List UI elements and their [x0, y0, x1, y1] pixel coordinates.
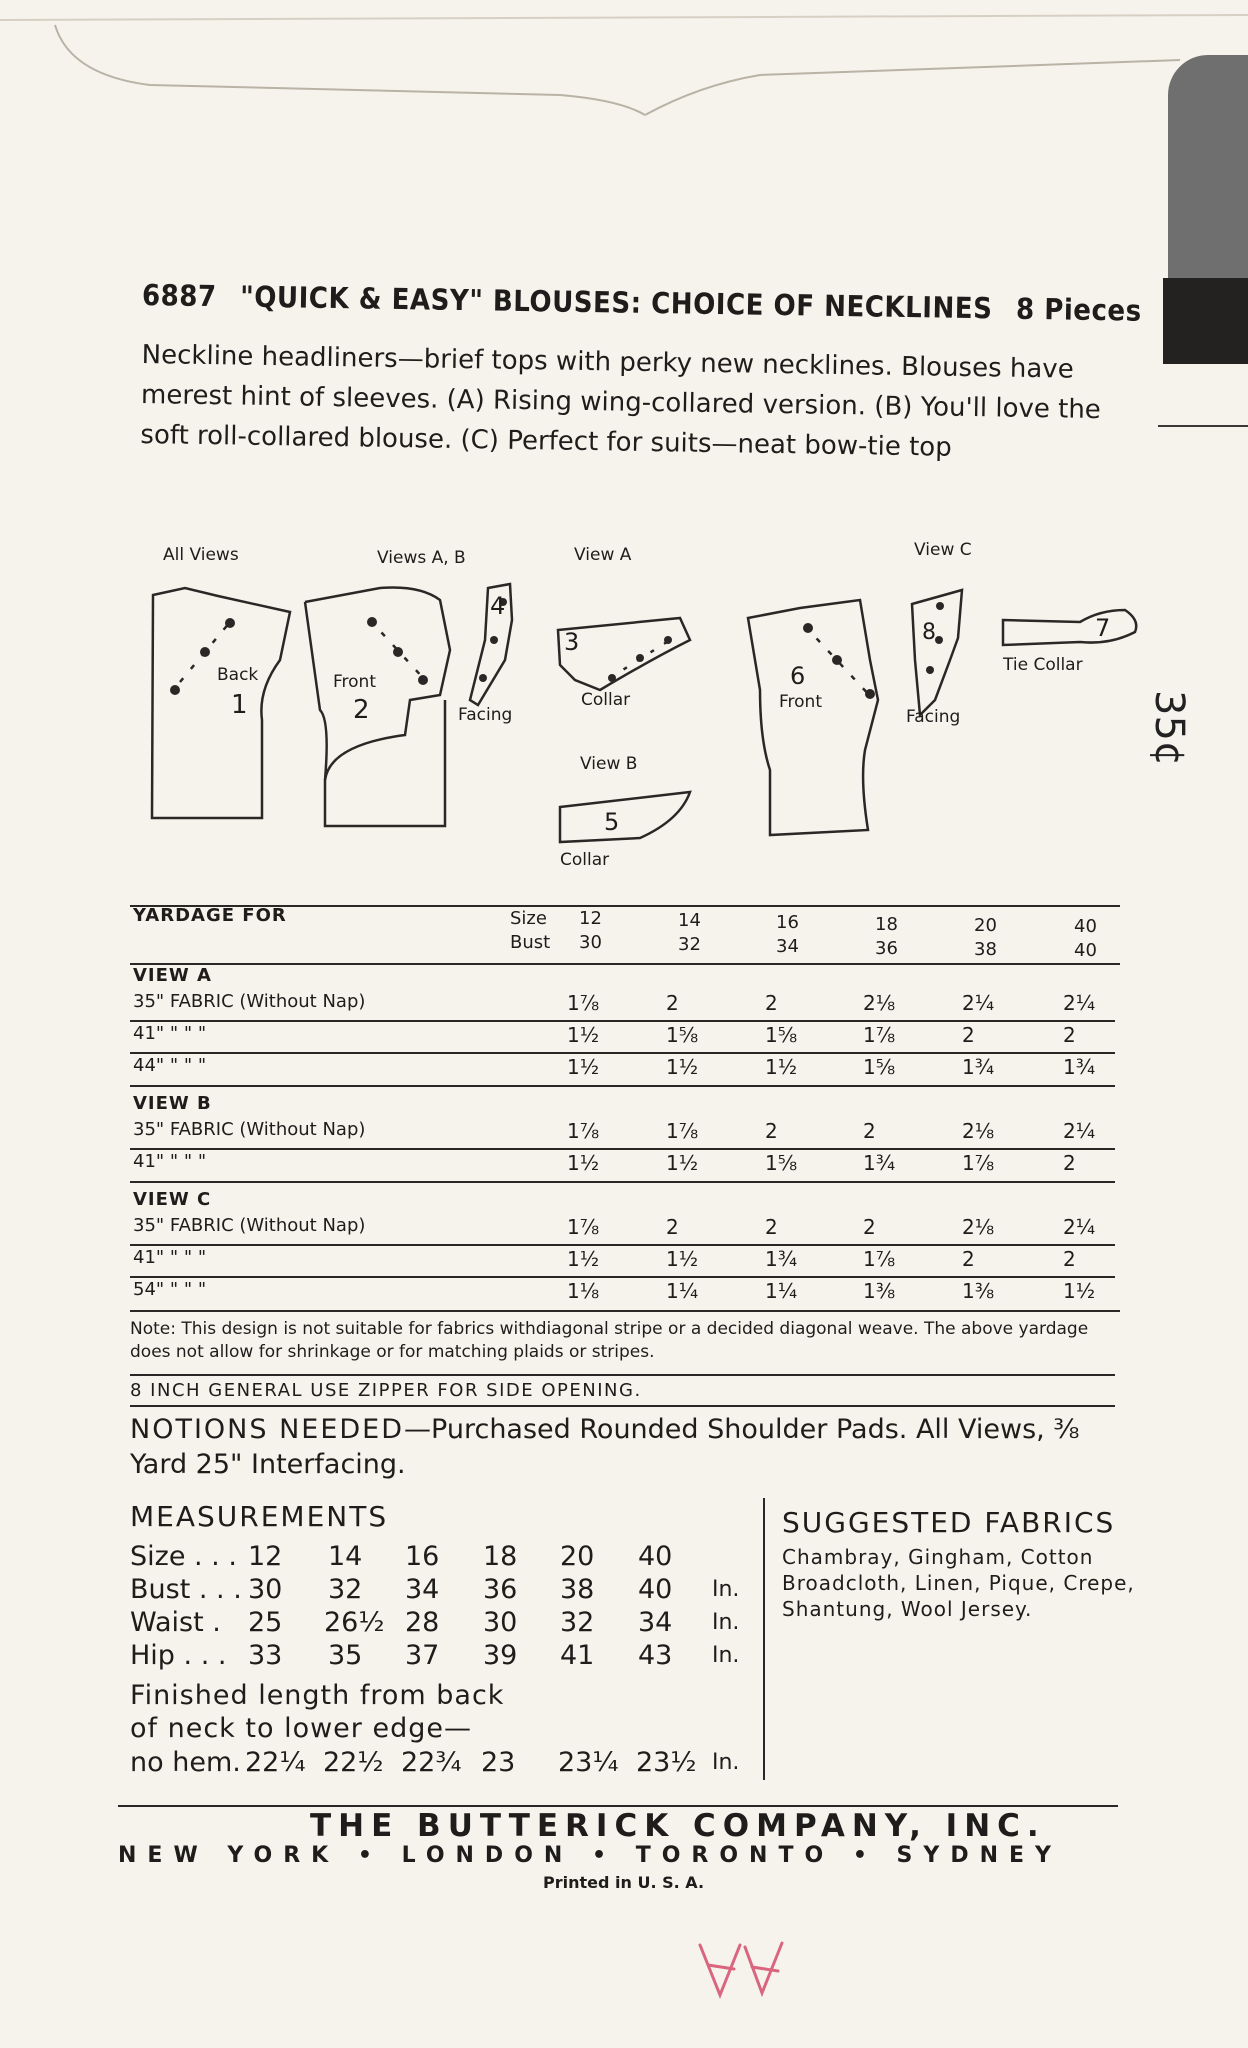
view-a-label: VIEW A: [133, 965, 212, 986]
printed-in: Printed in U. S. A.: [543, 1873, 705, 1892]
label-collar: Collar: [581, 690, 631, 710]
yardage-cell: 1⅝: [666, 1023, 699, 1047]
yardage-cell: 1½: [567, 1023, 600, 1047]
bust-cell: 40: [1074, 940, 1097, 961]
description-line: merest hint of sleeves. (A) Rising wing-collared version. (B) You'll love the: [140, 379, 1102, 426]
label-view-a: View A: [574, 545, 632, 565]
measurement-cell: 23¼: [558, 1747, 619, 1778]
yardage-cell: 2¼: [1063, 991, 1096, 1015]
yardage-cell: 1½: [1063, 1279, 1096, 1303]
yardage-cell: 1⅞: [666, 1119, 699, 1143]
label-view-b: View B: [580, 754, 638, 774]
label-views-ab: Views A, B: [377, 548, 466, 568]
label-facing: Facing: [906, 707, 961, 727]
measurement-unit: In.: [712, 1750, 740, 1775]
measurement-cell: 36: [483, 1574, 518, 1605]
piece-number-3: 3: [564, 628, 580, 656]
yardage-row: [130, 1055, 1120, 1089]
yardage-cell: 2⅛: [962, 1119, 995, 1143]
yardage-cell: 1¼: [765, 1279, 798, 1303]
yardage-cell: 2: [765, 1119, 778, 1143]
measurement-cell: 26½: [324, 1607, 385, 1638]
measurement-label: Size . . .: [130, 1541, 237, 1572]
yardage-cell: 1⅞: [567, 1215, 600, 1239]
yardage-cell: 1⅝: [765, 1023, 798, 1047]
label-view-c: View C: [914, 540, 972, 560]
fabric-width: 41" " " ": [133, 1023, 207, 1044]
measurement-cell: 22½: [323, 1747, 384, 1778]
measurement-cell: 43: [638, 1640, 673, 1671]
size-cell: 16: [776, 912, 799, 933]
notions-needed: [130, 1412, 1120, 1482]
measurement-cell: 39: [483, 1640, 518, 1671]
label-tie-collar: Tie Collar: [1003, 655, 1083, 675]
label-all-views: All Views: [163, 545, 239, 565]
measurement-cell: 37: [405, 1640, 440, 1671]
measurement-cell: 40: [638, 1541, 673, 1572]
size-cell: 20: [974, 915, 997, 936]
measurement-unit: In.: [712, 1643, 740, 1668]
measurement-label: Bust . . .: [130, 1574, 242, 1605]
price-label: 35¢: [1146, 690, 1192, 767]
view-c-label: VIEW C: [133, 1189, 212, 1210]
measurement-cell: 12: [248, 1541, 283, 1572]
suggested-fabrics-heading: SUGGESTED FABRICS: [782, 1506, 1116, 1539]
suggested-fabric-line: Chambray, Gingham, Cotton: [782, 1545, 1094, 1569]
yardage-cell: 1¾: [765, 1247, 798, 1271]
measurements-heading: MEASUREMENTS: [130, 1500, 389, 1533]
yardage-cell: 2: [666, 1215, 679, 1239]
divider: [130, 1405, 1115, 1407]
bust-cell: 38: [974, 939, 997, 960]
fabric-width: 44" " " ": [133, 1055, 207, 1076]
yardage-cell: 2¼: [1063, 1215, 1096, 1239]
front-piece-shape: [305, 588, 450, 827]
piece-number-6: 6: [790, 662, 806, 690]
finished-length-line2: of neck to lower edge—: [130, 1713, 472, 1744]
yardage-cell: 2: [1063, 1247, 1076, 1271]
company-cities: NEW YORK • LONDON • TORONTO • SYDNEY: [118, 1843, 1062, 1868]
measurement-label: no hem.: [130, 1747, 241, 1778]
yardage-cell: 1⅞: [863, 1247, 896, 1271]
front-6-shape: [748, 600, 878, 835]
handwritten-mark: [690, 1925, 800, 2015]
yardage-cell: 2: [765, 1215, 778, 1239]
yardage-cell: 2¼: [962, 991, 995, 1015]
yardage-cell: 2: [666, 991, 679, 1015]
view-b-label: VIEW B: [133, 1093, 212, 1114]
bust-cell: 36: [875, 938, 898, 959]
column-divider: [763, 1498, 765, 1780]
piece-count: 8 Pieces: [1015, 291, 1142, 328]
fabric-width: 35" FABRIC (Without Nap): [133, 991, 366, 1012]
label-front: Front: [333, 672, 376, 692]
measurement-cell: 30: [483, 1607, 518, 1638]
yardage-cell: 1⅝: [765, 1151, 798, 1175]
yardage-cell: 2: [1063, 1023, 1076, 1047]
yardage-row: [130, 1151, 1120, 1185]
label-front: Front: [779, 692, 822, 712]
bust-cell: 32: [678, 934, 701, 955]
description-line: Neckline headliners—brief tops with perky new necklines. Blouses have: [141, 339, 1074, 385]
measurement-label: Waist .: [130, 1607, 221, 1638]
note-line: Note: This design is not suitable for fabrics withdiagonal stripe or a decided diagonal weave. The above yardage: [130, 1319, 1089, 1339]
measurement-cell: 14: [328, 1541, 363, 1572]
piece-number-5: 5: [604, 808, 620, 836]
yardage-cell: 2: [1063, 1151, 1076, 1175]
measurement-cell: 25: [248, 1607, 283, 1638]
suggested-fabric-line: Shantung, Wool Jersey.: [782, 1597, 1033, 1621]
description-line: soft roll-collared blouse. (C) Perfect for suits—neat bow-tie top: [140, 419, 952, 463]
measurement-cell: 16: [405, 1541, 440, 1572]
pattern-number: 6887: [141, 278, 217, 314]
yardage-cell: 2: [765, 991, 778, 1015]
measurement-cell: 22¼: [245, 1747, 306, 1778]
notions-text: Yard 25" Interfacing.: [130, 1449, 406, 1480]
measurement-cell: 23: [481, 1747, 516, 1778]
yardage-cell: 2⅛: [863, 991, 896, 1015]
fabric-width: 35" FABRIC (Without Nap): [133, 1215, 366, 1236]
yardage-cell: 1½: [567, 1055, 600, 1079]
fabric-width: 41" " " ": [133, 1151, 207, 1172]
yardage-cell: 1½: [567, 1151, 600, 1175]
size-cell: 12: [579, 908, 602, 929]
yardage-cell: 2: [863, 1119, 876, 1143]
yardage-cell: 1⅜: [863, 1279, 896, 1303]
piece-number-8: 8: [922, 620, 936, 645]
facing-8-shape: [912, 590, 962, 715]
measurement-cell: 33: [248, 1640, 283, 1671]
measurement-cell: 28: [405, 1607, 440, 1638]
yardage-heading: YARDAGE FOR: [133, 905, 287, 926]
suggested-fabric-line: Broadcloth, Linen, Pique, Crepe,: [782, 1571, 1135, 1595]
measurement-cell: 40: [638, 1574, 673, 1605]
yardage-cell: 1½: [666, 1055, 699, 1079]
footer-rule: [118, 1805, 1118, 1807]
measurement-cell: 20: [560, 1541, 595, 1572]
size-cell: 14: [678, 910, 701, 931]
yardage-cell: 1¾: [1063, 1055, 1096, 1079]
yardage-cell: 1¼: [666, 1279, 699, 1303]
yardage-note: [130, 1318, 1120, 1364]
bust-cell: 30: [579, 932, 602, 953]
label-collar: Collar: [560, 850, 610, 870]
yardage-cell: 1¾: [962, 1055, 995, 1079]
notions-text: —Purchased Rounded Shoulder Pads. All Views, ⅜: [404, 1414, 1080, 1445]
yardage-cell: 1⅝: [863, 1055, 896, 1079]
label-facing: Facing: [458, 705, 513, 725]
back-piece-shape: [152, 588, 290, 818]
piece-number-2: 2: [353, 695, 370, 725]
measurement-cell: 32: [328, 1574, 363, 1605]
zipper-notion: 8 INCH GENERAL USE ZIPPER FOR SIDE OPENING.: [130, 1380, 642, 1401]
divider: [130, 1374, 1115, 1376]
bust-cell: 34: [776, 936, 799, 957]
notions-heading: NOTIONS NEEDED: [130, 1414, 405, 1445]
size-cell: 40: [1074, 916, 1097, 937]
yardage-cell: 2¼: [1063, 1119, 1096, 1143]
measurement-cell: 32: [560, 1607, 595, 1638]
yardage-cell: 1¾: [863, 1151, 896, 1175]
yardage-cell: 1½: [666, 1247, 699, 1271]
tie-collar-shape: [1003, 610, 1136, 645]
company-name: THE BUTTERICK COMPANY, INC.: [310, 1808, 1046, 1844]
yardage-cell: 1⅞: [962, 1151, 995, 1175]
yardage-cell: 2: [962, 1247, 975, 1271]
measurement-cell: 22¾: [401, 1747, 462, 1778]
yardage-cell: 1½: [765, 1055, 798, 1079]
measurement-cell: 35: [328, 1640, 363, 1671]
piece-number-7: 7: [1095, 614, 1111, 642]
pattern-title: "QUICK & EASY" BLOUSES: CHOICE OF NECKLINES: [239, 279, 993, 326]
finished-length-line1: Finished length from back: [130, 1680, 505, 1711]
measurement-cell: 23½: [636, 1747, 697, 1778]
fabric-width: 35" FABRIC (Without Nap): [133, 1119, 366, 1140]
yardage-cell: 1½: [567, 1247, 600, 1271]
measurement-unit: In.: [712, 1577, 740, 1602]
yardage-cell: 1⅞: [567, 1119, 600, 1143]
yardage-cell: 1⅞: [863, 1023, 896, 1047]
measurement-cell: 38: [560, 1574, 595, 1605]
bust-label: Bust: [510, 932, 551, 953]
yardage-cell: 1½: [666, 1151, 699, 1175]
yardage-row: [130, 1279, 1120, 1313]
fabric-width: 54" " " ": [133, 1279, 207, 1300]
size-label: Size: [510, 908, 547, 929]
yardage-cell: 1⅞: [567, 991, 600, 1015]
yardage-cell: 1⅛: [567, 1279, 600, 1303]
measurement-cell: 18: [483, 1541, 518, 1572]
measurement-label: Hip . . .: [130, 1640, 227, 1671]
piece-number-1: 1: [231, 690, 248, 720]
size-cell: 18: [875, 914, 898, 935]
fabric-width: 41" " " ": [133, 1247, 207, 1268]
label-back: Back: [217, 665, 259, 685]
measurement-unit: In.: [712, 1610, 740, 1635]
piece-number-4: 4: [490, 592, 506, 620]
measurement-cell: 41: [560, 1640, 595, 1671]
measurement-cell: 34: [405, 1574, 440, 1605]
yardage-cell: 1⅜: [962, 1279, 995, 1303]
collar-5-shape: [560, 792, 690, 842]
measurement-cell: 34: [638, 1607, 673, 1638]
yardage-cell: 2: [962, 1023, 975, 1047]
note-line: does not allow for shrinkage or for matching plaids or stripes.: [130, 1342, 655, 1362]
yardage-cell: 2: [863, 1215, 876, 1239]
yardage-cell: 2⅛: [962, 1215, 995, 1239]
measurement-cell: 30: [248, 1574, 283, 1605]
